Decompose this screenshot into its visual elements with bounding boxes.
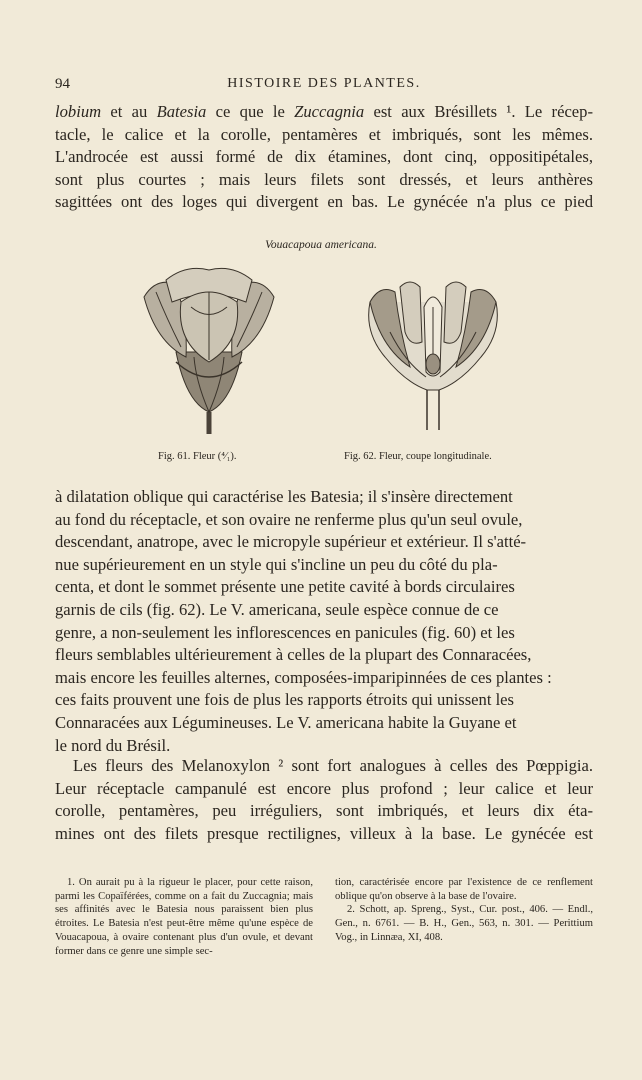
text-line: Leur réceptacle campanulé est encore plus profond ; leur calice et leur <box>55 778 593 798</box>
text-line: garnis de cils (fig. 62). Le V. americana, seule espèce connue de ce <box>55 599 499 619</box>
text-line: à dilatation oblique qui caractérise les Batesia; il s'insère directement <box>55 487 513 506</box>
text-line: fleurs semblables ultérieurement à celles de la plupart des Connaracées, <box>55 645 532 665</box>
text-line: centa, et dont le sommet présente une petite cavité à bords circulaires <box>55 577 515 597</box>
figure-62-caption: Fig. 62. Fleur, coupe longitudinale. <box>344 451 492 462</box>
page-number: 94 <box>55 76 70 92</box>
text-line: nue supérieurement en un style qui s'incline un peu du côté du pla- <box>55 554 498 574</box>
text-line: lobium et au Batesia ce que le Zuccagnia est aux Brésillets ¹. Le récep- <box>55 102 593 121</box>
text-line: L'androcée est aussi formé de dix étamines, dont cinq, oppositipétales, <box>55 147 593 167</box>
text-line: Connaracées aux Légumineuses. Le V. americana habite la Guyane et <box>55 712 517 732</box>
text-line: mines ont des filets presque rectilignes, villeux à la base. Le gynécée est <box>55 823 593 843</box>
text-line: le nord du Brésil. <box>55 735 171 755</box>
flower-illustration <box>136 262 282 438</box>
paragraph-2 <box>55 486 593 757</box>
text-line: mais encore les feuilles alternes, composées-imparipinnées de ces plantes : <box>55 667 552 687</box>
text-line: sont plus courtes ; mais leurs filets sont dressés, et leurs anthères <box>55 169 593 189</box>
text-line: descendant, anatrope, avec le micropyle supérieur et extérieur. Il s'atté- <box>55 532 527 552</box>
text-line: Les fleurs des Melanoxylon ² sont fort analogues à celles des Pœppigia. <box>73 756 593 775</box>
flower-section-illustration <box>360 272 506 434</box>
text-line: au fond du réceptacle, et son ovaire ne renferme plus qu'un seul ovule, <box>55 509 523 529</box>
footnote-2: 2. Schott, ap. Spreng., Syst., Cur. post., 406. — Endl., Gen., n. 6761. — B. H., Gen., 563, n. 301. — Perittium Vog., in Linnæa, XI, 408. <box>335 904 593 943</box>
figure-title: Vouacapoua americana. <box>265 239 377 251</box>
footnote-1-continued: tion, caractérisée encore par l'existence de ce renflement oblique qu'on observe à la base de l'ovaire. <box>335 877 593 902</box>
page-header <box>55 76 593 98</box>
footnote-column-left <box>55 876 313 958</box>
figure-61-caption: Fig. 61. Fleur (⁴⁄₁). <box>158 451 237 462</box>
paragraph-1 <box>55 101 593 214</box>
text-line: corolle, pentamères, peu irréguliers, sont imbriqués, et leurs dix éta- <box>55 801 593 821</box>
text-line: sagittées ont des loges qui divergent en bas. Le gynécée n'a plus ce pied <box>55 192 593 212</box>
footnote-1: 1. On aurait pu à la rigueur le placer, pour cette raison, parmi les Copaïférées, comme on a fait du Zuccagnia; mais ses affinités avec le Batesia nous paraissent bien plus étroites. Le Batesia n'est peut-être même qu'une espèce de Vouacapoua, à ovaire contenant plus d'un ovule, et devant former dans ce genre une simple sec- <box>55 877 313 957</box>
paragraph-3 <box>55 755 593 845</box>
text-line: ces faits prouvent une fois de plus les rapports étroits qui unissent les <box>55 690 515 710</box>
footnote-column-right <box>335 876 593 945</box>
text-line: genre, a non-seulement les inflorescences en panicules (fig. 60) et les <box>55 622 515 642</box>
running-head: HISTOIRE DES PLANTES. <box>227 76 421 91</box>
text-line: tacle, le calice et la corolle, pentamères et imbriqués, sont les mêmes. <box>55 124 593 144</box>
